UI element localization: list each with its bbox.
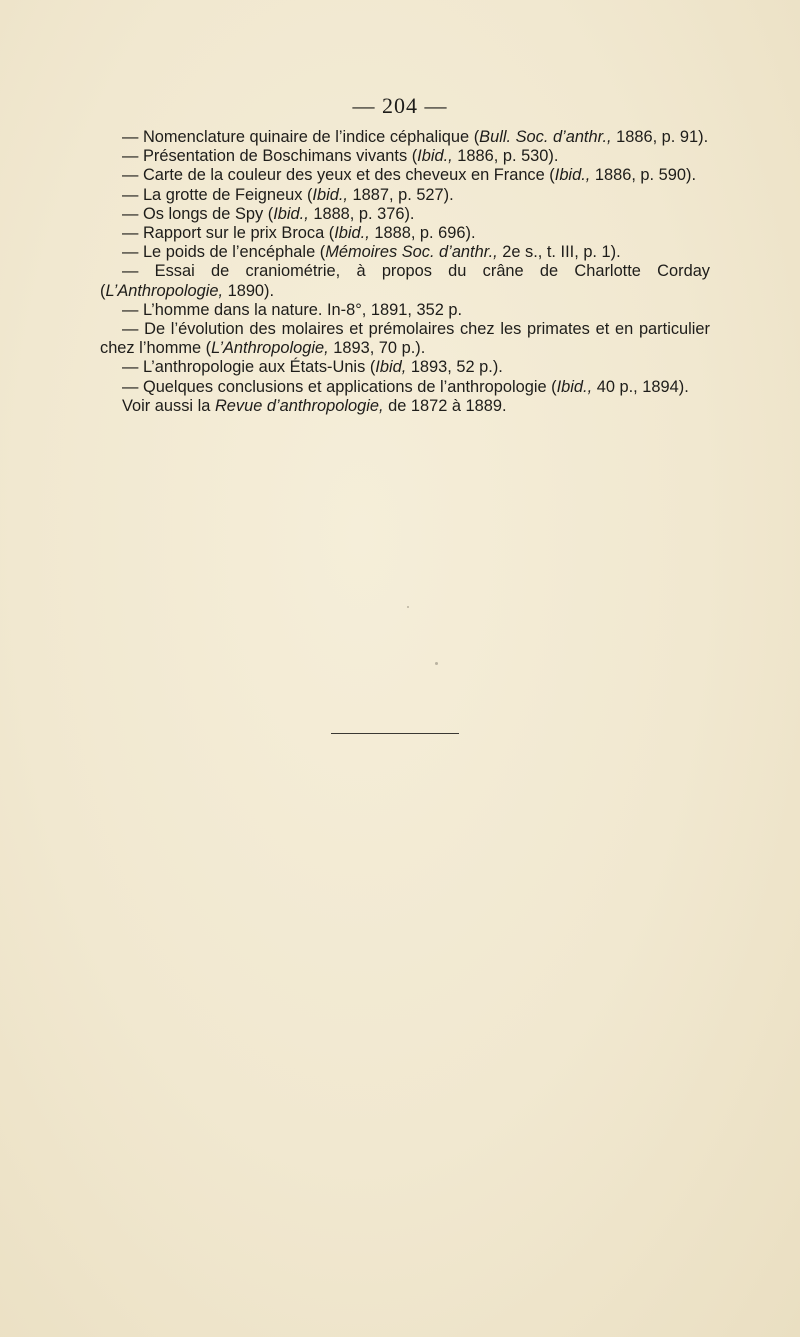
bibliography-entry: — L’homme dans la nature. In-8°, 1891, 352 p. — [122, 300, 463, 319]
bibliography-entry: — Essai de craniométrie, à propos du crâne de Charlotte Corday (L’Anthropologie, 1890). — [100, 262, 710, 300]
page-number: — 204 — — [352, 93, 448, 118]
footnote-divider — [331, 733, 459, 734]
bibliography-entry: — Quelques conclusions et applications de l’anthropologie (Ibid., 40 p., 1894). — [122, 377, 689, 396]
paper-speck — [435, 662, 438, 665]
bibliography-entry: — Présentation de Boschimans vivants (Ibid., 1886, p. 530). — [122, 147, 559, 166]
bibliography-entry: — Le poids de l’encéphale (Mémoires Soc. d’anthr., 2e s., t. III, p. 1). — [122, 243, 621, 262]
bibliography-entry: — De l’évolution des molaires et prémolaires chez les primates et en particulier chez l’homme (L’Anthropologie, 1893, 70 p.). — [100, 320, 710, 358]
bibliography-list — [100, 128, 710, 416]
bibliography-entry: — Nomenclature quinaire de l’indice céphalique (Bull. Soc. d’anthr., 1886, p. 91). — [122, 128, 709, 146]
bibliography-entry: — Rapport sur le prix Broca (Ibid., 1888, p. 696). — [122, 224, 476, 243]
paper-speck — [407, 606, 409, 608]
see-also-note: Voir aussi la Revue d’anthropologie, de 1872 à 1889. — [122, 396, 507, 415]
bibliography-entry: — Carte de la couleur des yeux et des cheveux en France (Ibid., 1886, p. 590). — [122, 166, 697, 185]
bibliography-entry: — Os longs de Spy (Ibid., 1888, p. 376). — [122, 204, 415, 223]
bibliography-entry: — L’anthropologie aux États-Unis (Ibid, 1893, 52 p.). — [122, 358, 503, 377]
bibliography-entry: — La grotte de Feigneux (Ibid., 1887, p. 527). — [122, 185, 454, 204]
